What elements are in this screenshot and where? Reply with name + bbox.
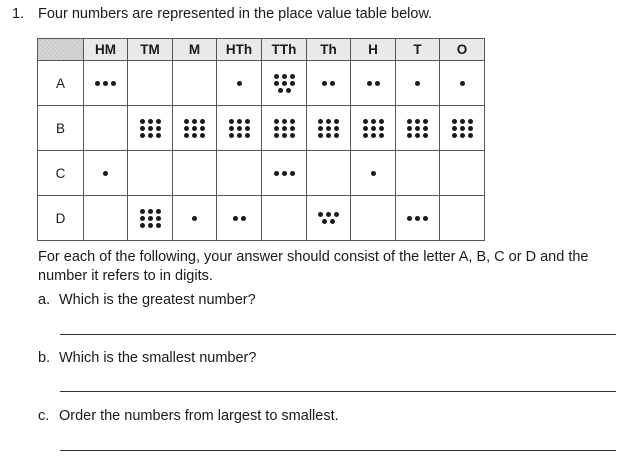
counter-dot [367, 81, 372, 86]
counter-dot [156, 216, 161, 221]
table-cell [128, 106, 173, 151]
table-corner [38, 39, 84, 61]
counter-dot [148, 216, 153, 221]
counter-dot [237, 126, 242, 131]
part-c [38, 408, 339, 424]
counter-dot [140, 216, 145, 221]
row-label: C [38, 151, 84, 196]
table-cell [84, 151, 128, 196]
counter-dot [148, 126, 153, 131]
counter-dot [326, 212, 331, 217]
table-cell [128, 151, 173, 196]
table-cell [307, 106, 351, 151]
counter-dot [282, 171, 287, 176]
row-label: D [38, 196, 84, 241]
counter-dot [237, 133, 242, 138]
counter-dot [290, 133, 295, 138]
counter-dot [229, 126, 234, 131]
column-header: Th [307, 39, 351, 61]
table-row [38, 151, 485, 196]
part-question: Which is the greatest number? [59, 292, 256, 308]
table-row [38, 61, 485, 106]
dot-counter [307, 81, 350, 86]
counter-dot [460, 126, 465, 131]
table-cell [262, 151, 307, 196]
counter-dot [103, 171, 108, 176]
counter-dot [103, 81, 108, 86]
counter-dot [184, 133, 189, 138]
dot-counter [173, 216, 216, 221]
counter-dot [229, 119, 234, 124]
part-letter: a. [38, 292, 51, 308]
table-cell [262, 106, 307, 151]
table-cell [440, 61, 485, 106]
table-cell [307, 151, 351, 196]
table-cell [84, 196, 128, 241]
counter-dot [330, 219, 335, 224]
table-cell [128, 196, 173, 241]
dot-counter [351, 171, 395, 176]
table-cell [351, 196, 396, 241]
counter-dot [192, 126, 197, 131]
counter-dot [148, 119, 153, 124]
part-question: Which is the smallest number? [59, 350, 257, 366]
dot-counter [396, 119, 439, 138]
counter-dot [274, 133, 279, 138]
table-cell [307, 196, 351, 241]
column-header: HM [84, 39, 128, 61]
counter-dot [322, 219, 327, 224]
dot-counter [84, 81, 127, 86]
counter-dot [286, 88, 291, 93]
counter-dot [407, 216, 412, 221]
dot-counter [396, 81, 439, 86]
table-cell [396, 151, 440, 196]
column-header: TM [128, 39, 173, 61]
counter-dot [156, 223, 161, 228]
row-label: B [38, 106, 84, 151]
column-header: H [351, 39, 396, 61]
answer-line-b[interactable] [60, 391, 616, 392]
counter-dot [363, 126, 368, 131]
counter-dot [156, 119, 161, 124]
column-header: T [396, 39, 440, 61]
dot-counter [128, 209, 172, 228]
counter-dot [233, 216, 238, 221]
dot-counter [440, 119, 484, 138]
counter-dot [452, 126, 457, 131]
counter-dot [318, 133, 323, 138]
table-cell [173, 196, 217, 241]
counter-dot [274, 126, 279, 131]
table-cell [128, 61, 173, 106]
counter-dot [334, 212, 339, 217]
part-b [38, 350, 256, 366]
question-number: 1. [12, 6, 25, 22]
answer-line-a[interactable] [60, 334, 616, 335]
table-cell [440, 106, 485, 151]
table-cell [217, 106, 262, 151]
dot-counter [440, 81, 484, 86]
counter-dot [334, 133, 339, 138]
part-a [38, 292, 256, 308]
counter-dot [241, 216, 246, 221]
part-letter: b. [38, 350, 51, 366]
counter-dot [192, 119, 197, 124]
counter-dot [290, 81, 295, 86]
counter-dot [148, 133, 153, 138]
counter-dot [200, 119, 205, 124]
table-cell [84, 106, 128, 151]
counter-dot [140, 209, 145, 214]
counter-dot [460, 119, 465, 124]
table-cell [351, 151, 396, 196]
column-header: HTh [217, 39, 262, 61]
answer-line-c[interactable] [60, 450, 616, 451]
counter-dot [245, 133, 250, 138]
counter-dot [237, 119, 242, 124]
counter-dot [371, 171, 376, 176]
dot-counter [351, 81, 395, 86]
instructions-text: For each of the following, your answer should consist of the letter A, B, C or D and the number it refers to in digits. [38, 249, 589, 284]
table-cell [173, 151, 217, 196]
counter-dot [415, 126, 420, 131]
table-cell [351, 61, 396, 106]
counter-dot [407, 119, 412, 124]
counter-dot [229, 133, 234, 138]
counter-dot [423, 119, 428, 124]
counter-dot [468, 133, 473, 138]
counter-dot [282, 81, 287, 86]
counter-dot [371, 133, 376, 138]
counter-dot [415, 216, 420, 221]
counter-dot [192, 133, 197, 138]
column-header: TTh [262, 39, 307, 61]
counter-dot [282, 133, 287, 138]
part-letter: c. [38, 408, 50, 424]
counter-dot [237, 81, 242, 86]
counter-dot [460, 133, 465, 138]
dot-counter [307, 212, 350, 224]
counter-dot [184, 119, 189, 124]
counter-dot [95, 81, 100, 86]
counter-dot [415, 81, 420, 86]
table-cell [173, 61, 217, 106]
counter-dot [156, 126, 161, 131]
counter-dot [274, 119, 279, 124]
place-value-table [37, 38, 485, 241]
counter-dot [140, 126, 145, 131]
table-cell [262, 61, 307, 106]
counter-dot [326, 119, 331, 124]
counter-dot [156, 133, 161, 138]
dot-counter [217, 216, 261, 221]
counter-dot [274, 171, 279, 176]
table-cell [440, 151, 485, 196]
counter-dot [415, 119, 420, 124]
table-cell [217, 196, 262, 241]
counter-dot [148, 223, 153, 228]
counter-dot [274, 81, 279, 86]
table-row [38, 106, 485, 151]
part-question: Order the numbers from largest to smallest. [59, 408, 339, 424]
counter-dot [140, 223, 145, 228]
counter-dot [363, 133, 368, 138]
row-label: A [38, 61, 84, 106]
counter-dot [460, 81, 465, 86]
table-cell [217, 61, 262, 106]
counter-dot [407, 126, 412, 131]
dot-counter [262, 74, 306, 93]
table-cell [396, 196, 440, 241]
dot-counter [396, 216, 439, 221]
table-cell [351, 106, 396, 151]
dot-counter [128, 119, 172, 138]
table-cell [173, 106, 217, 151]
counter-dot [290, 74, 295, 79]
counter-dot [148, 209, 153, 214]
counter-dot [318, 126, 323, 131]
counter-dot [282, 126, 287, 131]
counter-dot [278, 88, 283, 93]
table-cell [396, 106, 440, 151]
column-header: M [173, 39, 217, 61]
counter-dot [379, 119, 384, 124]
counter-dot [245, 126, 250, 131]
question-text: Four numbers are represented in the place value table below. [38, 6, 433, 22]
counter-dot [326, 126, 331, 131]
counter-dot [282, 74, 287, 79]
counter-dot [415, 133, 420, 138]
counter-dot [290, 171, 295, 176]
counter-dot [334, 119, 339, 124]
counter-dot [290, 119, 295, 124]
counter-dot [371, 126, 376, 131]
counter-dot [200, 126, 205, 131]
counter-dot [468, 126, 473, 131]
counter-dot [379, 126, 384, 131]
counter-dot [318, 119, 323, 124]
dot-counter [84, 171, 127, 176]
counter-dot [363, 119, 368, 124]
counter-dot [140, 119, 145, 124]
dot-counter [351, 119, 395, 138]
counter-dot [371, 119, 376, 124]
counter-dot [423, 216, 428, 221]
dot-counter [262, 119, 306, 138]
dot-counter [217, 81, 261, 86]
counter-dot [334, 126, 339, 131]
counter-dot [111, 81, 116, 86]
dot-counter [262, 171, 306, 176]
counter-dot [407, 133, 412, 138]
counter-dot [379, 133, 384, 138]
table-cell [217, 151, 262, 196]
counter-dot [140, 133, 145, 138]
table-cell [307, 61, 351, 106]
counter-dot [290, 126, 295, 131]
counter-dot [192, 216, 197, 221]
counter-dot [330, 81, 335, 86]
dot-counter [173, 119, 216, 138]
counter-dot [423, 126, 428, 131]
dot-counter [307, 119, 350, 138]
counter-dot [452, 119, 457, 124]
counter-dot [200, 133, 205, 138]
table-row [38, 196, 485, 241]
counter-dot [282, 119, 287, 124]
counter-dot [375, 81, 380, 86]
table-cell [396, 61, 440, 106]
table-cell [262, 196, 307, 241]
column-header: O [440, 39, 485, 61]
header-row [38, 39, 485, 61]
counter-dot [318, 212, 323, 217]
counter-dot [322, 81, 327, 86]
counter-dot [245, 119, 250, 124]
counter-dot [452, 133, 457, 138]
dot-counter [217, 119, 261, 138]
table-cell [84, 61, 128, 106]
counter-dot [156, 209, 161, 214]
counter-dot [423, 133, 428, 138]
table-cell [440, 196, 485, 241]
counter-dot [468, 119, 473, 124]
counter-dot [326, 133, 331, 138]
counter-dot [184, 126, 189, 131]
counter-dot [274, 74, 279, 79]
